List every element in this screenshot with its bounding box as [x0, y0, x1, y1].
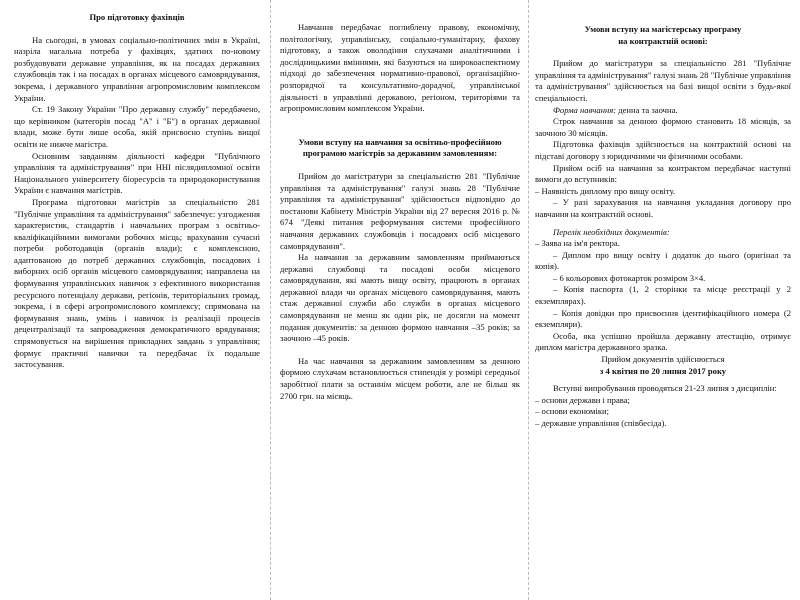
paragraph: Програма підготовки магістрів за спеціальністю 281 "Публічне управління та адміністрування" забезпечує: узгодження характеристик, стандартів і навчальних програм з освітньо-кваліфікаційними вимогами робочих місць; врахування сучасні потреби роботодавців (органів влади); є комплексною, адаптованою до потреб державних службовців, посадових і виборних осіб органів місцевого самоврядування; направлена на формування управлінських навичок з ефективного використання ресурсного потенціалу держави, регіонів, територіальних громад, зокрема, і в сфері агропромислового комплексу; спрямована на формування знань, умінь і навичок із реалізації процесів децентралізації та запровадження демократичного врядування; спрямовується на вирішення прикладних завдань з управління; формує практичні навички та передбачає їх подальше застосування.	[14, 196, 260, 370]
paragraph: На сьогодні, в умовах соціально-політичних змін в Україні, назріла нагальна потреба у фахівцях, здатних по-новому розбудовувати державне управління, як на посадах державних службовців так і на посадах в органах місцевого самоврядування, зокрема, і державного управління агропромисловим комплексом України.	[14, 34, 260, 103]
section-title: Про підготовку фахівців	[89, 12, 185, 22]
list-item: – У разі зарахування на навчання укладання договору про навчання на контрактній основі.	[535, 197, 791, 219]
column-contract-admission	[535, 0, 791, 430]
documents-title: Перелік необхідних документів:	[553, 226, 670, 237]
list-item: – Наявність диплому про вищу освіту.	[535, 185, 676, 196]
section-heading: Умови вступу на навчання за освітньо-професійною програмою магістрів за державним замовленням:	[298, 136, 502, 159]
paragraph: Основним завданням діяльності кафедри "Публічного управління та адміністрування" при ННІ післядипломної освіти Національного університету біоресурсів та природокористування України є навчання магістрів.	[14, 150, 260, 196]
list-item: – Копія довідки про присвоєння ідентифікаційного номера (2 екземпляри).	[535, 307, 791, 330]
list-item: – Диплом про вищу освіту і додаток до нього (оригінал та копія).	[535, 249, 791, 272]
section-heading: на контрактній основі:	[618, 35, 708, 46]
list-item: – основи держави і права;	[535, 394, 630, 405]
paragraph: Навчання передбачає поглиблену правову, економічну, політологічну, управлінську, соціально-гуманітарну, фахову підготовку, а також оволодіння слухачами аналітичними і дослідницькими вміннями, які базуються на широкоаспектному підході до забезпечення нормативно-правової, організаційно-розпорядчої та консультативно-дорадчої, управлінської діяльності в управлінні державою, регіоном, територіями та агропромисловим комплексом України.	[280, 22, 520, 114]
fold-line	[528, 0, 529, 600]
list-item: – Заява на ім'я ректора.	[535, 238, 620, 249]
paragraph: Прийом до магістратури за спеціальністю 281 "Публічне управління та адміністрування" галузі знань 28 "Публічне управління та адміністрування" здійснюється відповідно до постанови Кабінету Міністрів України від 27 вересня 2016 р. № 674 "Деякі питання реформування системи професійного навчання державних службовців і посадових осіб місцевого самоврядування".	[280, 170, 520, 251]
study-form-value: денна та заочна.	[616, 104, 678, 115]
section-heading: Умови вступу на магістерську програму	[584, 24, 742, 34]
paragraph: Строк навчання за денною формою становить 18 місяців, за заочною 30 місяців.	[535, 116, 791, 138]
paragraph: Прийом осіб на навчання за контрактом передбачає наступні вимоги до вступників:	[535, 162, 791, 185]
paragraph: Підготовка фахівців здійснюється на контрактній основі на підставі договору з юридичними чи фізичними особами.	[535, 139, 791, 161]
acceptance-dates: з 4 квітня по 20 липня 2017 року	[599, 365, 727, 376]
paragraph: Ст. 19 Закону України "Про державну службу" передбачено, що керівником (категорія посад "А" і "Б") в органах державної влади, може бути лише особа, якій присвоєно ступінь вищої освіти не нижче магістра.	[14, 104, 260, 149]
list-item: – 6 кольорових фотокарток розміром 3×4.	[553, 272, 706, 283]
study-form-label: Форма навчання:	[553, 104, 617, 115]
fold-line	[270, 0, 271, 600]
paragraph: Вступні випробування проводяться 21-23 липня з дисциплін:	[553, 383, 777, 394]
list-item: – основи економіки;	[535, 406, 610, 417]
column-state-order	[280, 0, 520, 402]
paragraph: Прийом до магістратури за спеціальністю 281 "Публічне управління та адміністрування" галузі знань 28 "Публічне управління та адміністрування" здійснюється на базі вищої освіти з будь-якої спеціальності.	[535, 58, 792, 103]
paragraph: На навчання за державним замовленням приймаються державні службовці та посадові особи місцевого самоврядування, які мають вищу освіту, працюють в органах державної влади чи органах місцевого самоврядування, мають стаж державної служби або служби в органах місцевого самоврядування не менш як один рік, не досягли на момент подання документів: за денною формою навчання ‒35 років; за заочною ‒45 років.	[280, 252, 520, 344]
column-training-info	[14, 0, 260, 371]
acceptance-line: Прийом документів здійснюється	[601, 354, 725, 365]
paragraph: Особа, яка успішно пройшла державну атестацію, отримує диплом магістра державного зразка.	[535, 330, 791, 353]
paragraph: На час навчання за державним замовленням за денною формою слухачам встановлюється стипендія у розмірі середньої заробітної плати за останнім місцем роботи, але не більш як 2700 грн. на місяць.	[280, 355, 520, 401]
study-form	[535, 105, 791, 117]
list-item: – державне управління (співбесіда).	[535, 418, 667, 428]
list-item: – Копія паспорта (1, 2 сторінки та місце реєстрації у 2 екземплярах).	[535, 284, 791, 307]
